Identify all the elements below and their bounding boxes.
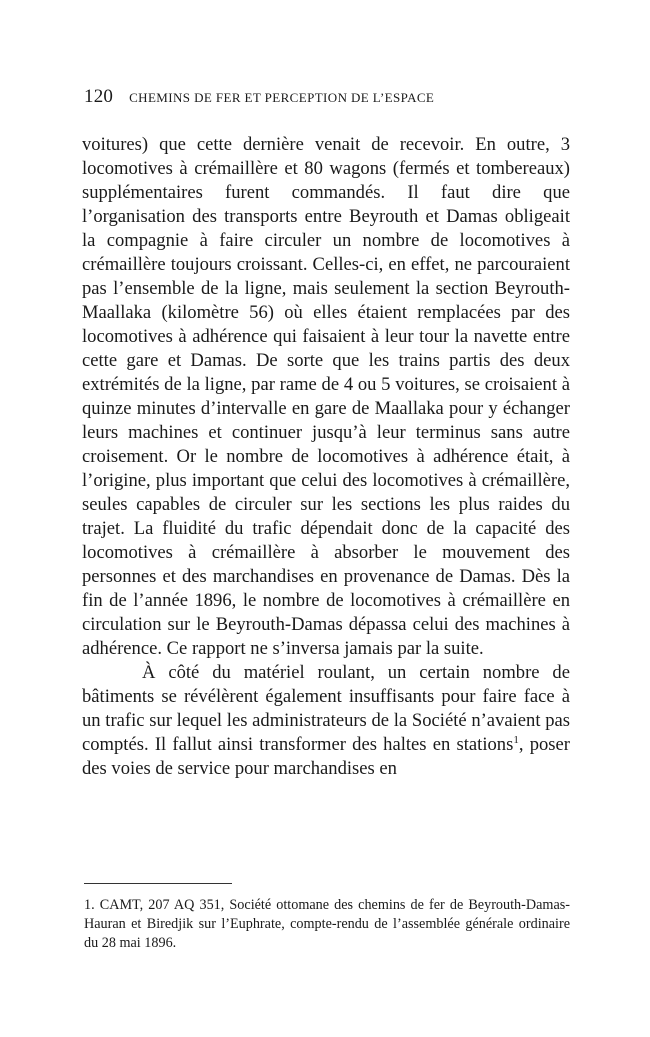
- body-text: [82, 133, 570, 781]
- footnote-separator: [84, 883, 232, 884]
- running-header: [84, 86, 574, 110]
- footnote-reference: 1: [513, 733, 519, 746]
- page-number: 120: [84, 86, 114, 107]
- paragraph-2-text: À côté du matériel roulant, un certain nombre de bâtiments se révélèrent également insuffisants pour faire face à un trafic sur lequel les administrateurs de la Société n’avaient pas comptés. Il fallut ainsi transformer des haltes en stations: [82, 662, 570, 755]
- footnote-1: 1. CAMT, 207 AQ 351, Société ottomane des chemins de fer de Beyrouth-Damas-Hauran et Biredjik sur l’Euphrate, compte-rendu de l’assemblée générale ordinaire du 28 mai 1896.: [84, 897, 570, 951]
- paragraph-2-continuation: , poser des voies de service pour marchandises en: [82, 734, 570, 779]
- paragraph-1: voitures) que cette dernière venait de recevoir. En outre, 3 locomotives à crémaillère et 80 wagons (fermés et tombereaux) supplémentaires furent commandés. Il faut dire que l’organisation des transports entre Beyrouth et Damas obligeait la compagnie à faire circuler un nombre de locomotives à crémaillère toujours croissant. Celles-ci, en effet, ne parcouraient pas l’ensemble de la ligne, mais seulement la section Beyrouth-Maallaka (kilomètre 56) où elles étaient remplacées par des locomotives à adhérence qui faisaient à leur tour la navette entre cette gare et Damas. De sorte que les trains partis des deux extrémités de la ligne, par rame de 4 ou 5 voitures, se croisaient à quinze minutes d’intervalle en gare de Maallaka pour y échanger leurs machines et continuer jusqu’à leur terminus sans autre croisement. Or le nombre de locomotives à adhérence était, à l’origine, plus important que celui des locomotives à crémaillère, seules capables de circuler sur les sections les plus raides du trajet. La fluidité du trafic dépendait donc de la capacité des locomotives à crémaillère à absorber le mouvement des personnes et des marchandises en provenance de Damas. Dès la fin de l’année 1896, le nombre de locomotives à crémaillère en circulation sur le Beyrouth-Damas dépassa celui des machines à adhérence. Ce rapport ne s’inversa jamais par la suite.: [82, 134, 570, 659]
- paragraph-2: [82, 661, 570, 781]
- running-title: CHEMINS DE FER ET PERCEPTION DE L’ESPACE: [129, 90, 435, 105]
